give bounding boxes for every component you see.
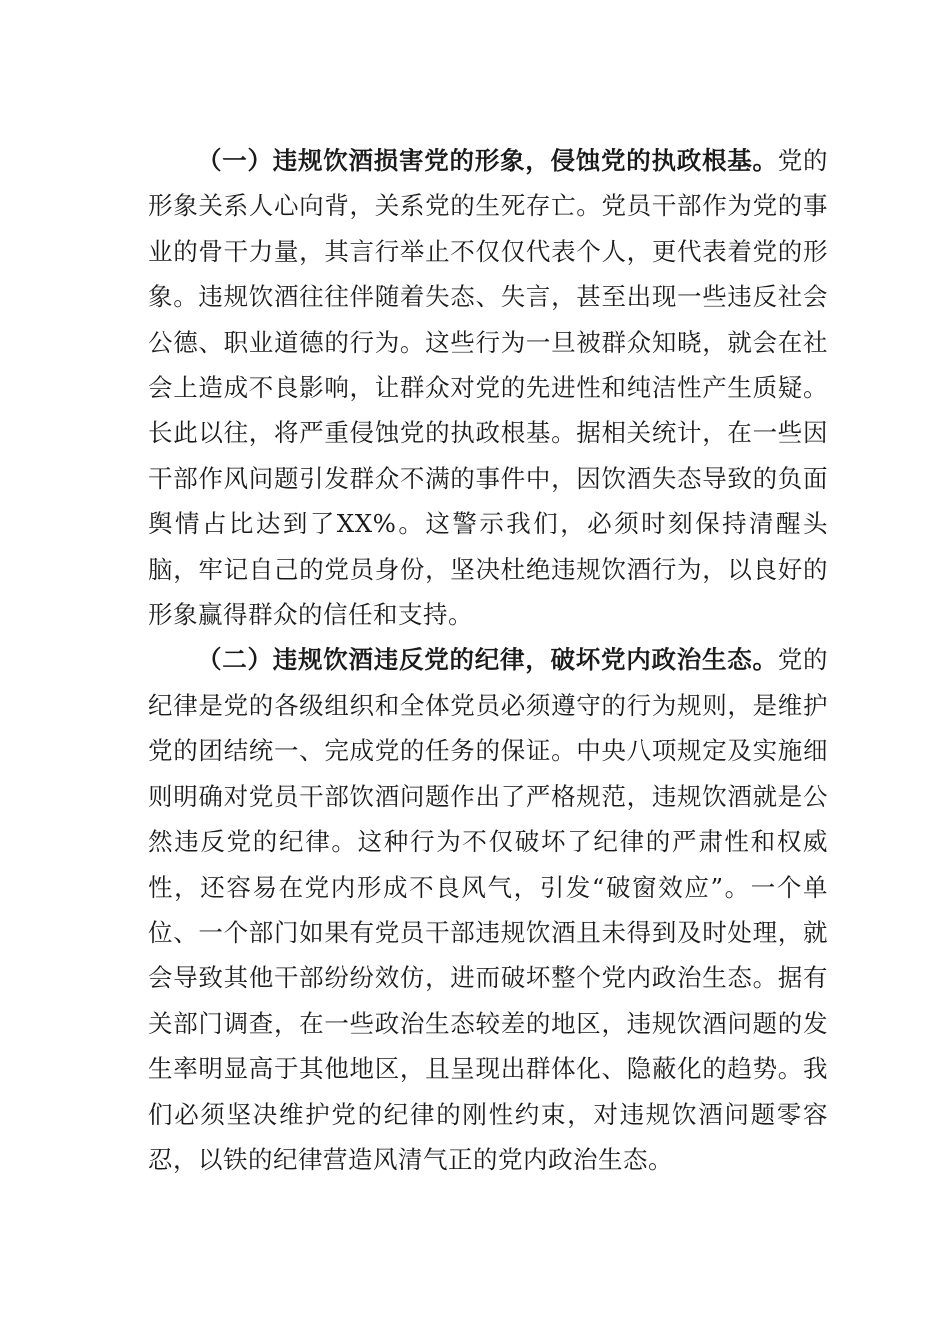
paragraph-1-body: 党的形象关系人心向背，关系党的生死存亡。党员干部作为党的事业的骨干力量，其言行举止不仅仅代表个人，更代表着党的形象。违规饮酒往往伴随着失态、失言，甚至出现一些违反社会公德、职业道德的行为。这些行为一旦被群众知晓，就会在社会上造成不良影响，让群众对党的先进性和纯洁性产生质疑。长此以往，将严重侵蚀党的执政根基。据相关统计，在一些因干部作风问题引发群众不满的事件中，因饮酒失态导致的负面舆情占比达到了XX%。这警示我们，必须时刻保持清醒头脑，牢记自己的党员身份，坚决杜绝违规饮酒行为，以良好的形象赢得群众的信任和支持。 — [148, 146, 828, 630]
document-body — [148, 138, 828, 1182]
paragraph-2-heading: （二）违规饮酒违反党的纪律，破坏党内政治生态。 — [197, 645, 778, 675]
paragraph-2 — [148, 637, 828, 1182]
paragraph-1-heading: （一）违规饮酒损害党的形象，侵蚀党的执政根基。 — [197, 146, 778, 175]
paragraph-2-body: 党的纪律是党的各级组织和全体党员必须遵守的行为规则，是维护党的团结统一、完成党的任务的保证。中央八项规定及实施细则明确对党员干部饮酒问题作出了严格规范，违规饮酒就是公然违反党的纪律。这种行为不仅破坏了纪律的严肃性和权威性，还容易在党内形成不良风气，引发“破窗效应”。一个单位、一个部门如果有党员干部违规饮酒且未得到及时处理，就会导致其他干部纷纷效仿，进而破坏整个党内政治生态。据有关部门调查，在一些政治生态较差的地区，违规饮酒问题的发生率明显高于其他地区，且呈现出群体化、隐蔽化的趋势。我们必须坚决维护党的纪律的刚性约束，对违规饮酒问题零容忍，以铁的纪律营造风清气正的党内政治生态。 — [148, 645, 828, 1174]
paragraph-1 — [148, 138, 828, 637]
